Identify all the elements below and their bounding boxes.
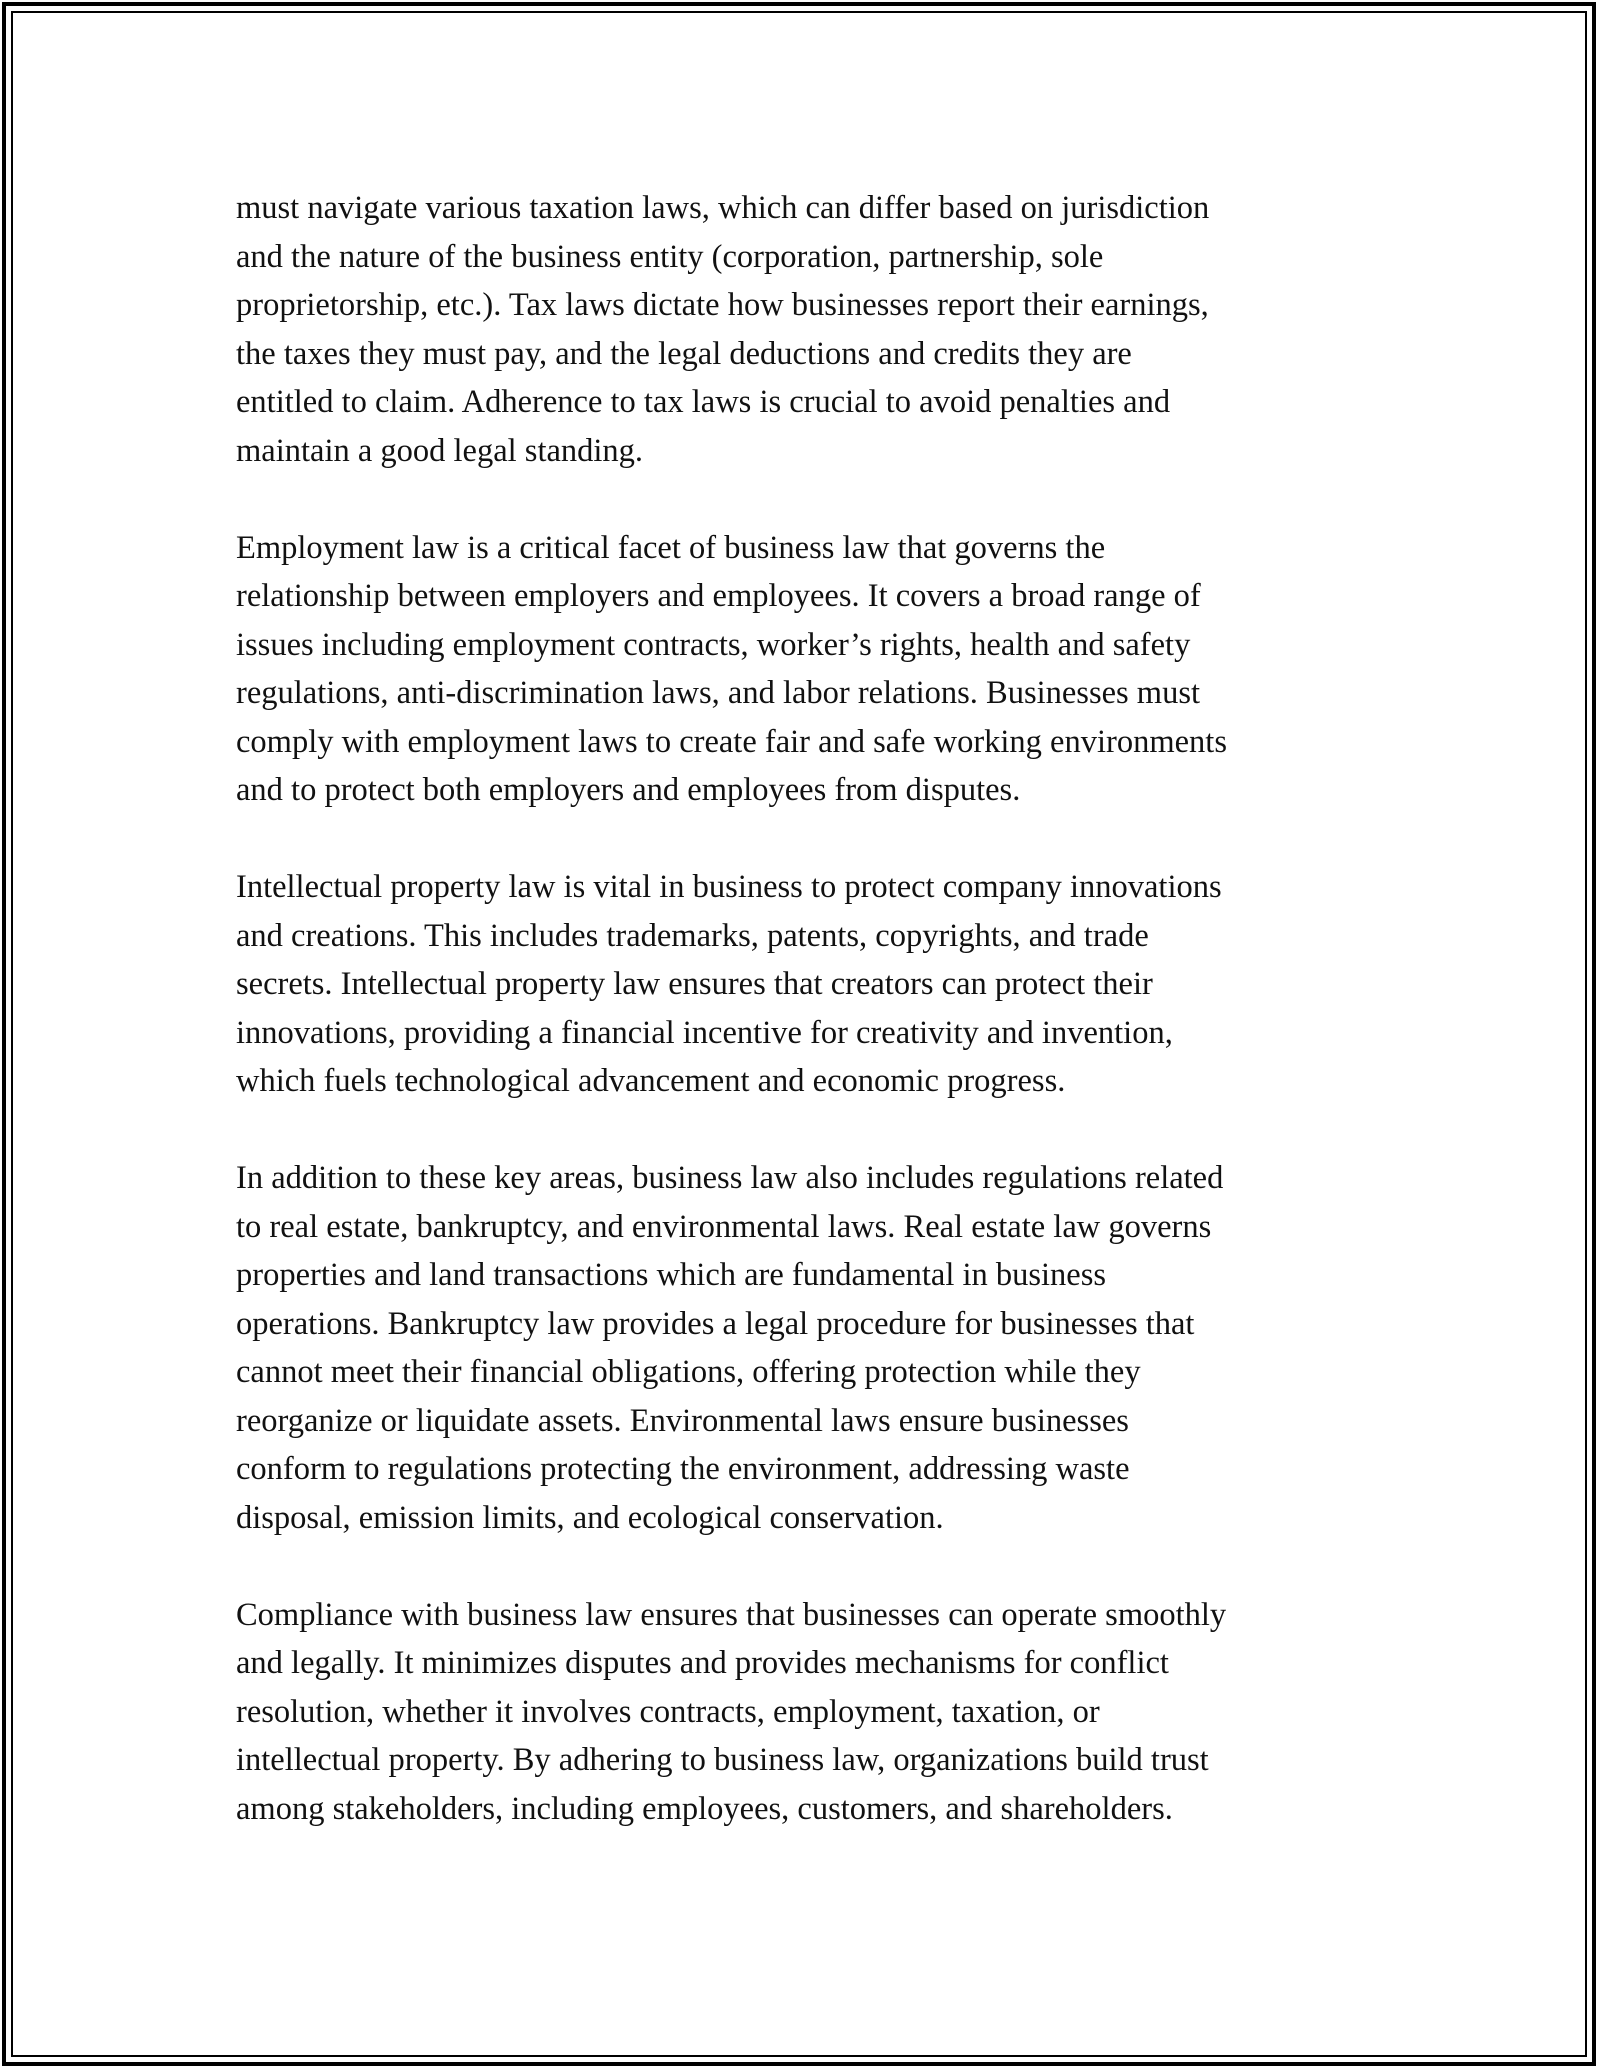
paragraph <box>236 524 1372 815</box>
text-line: must navigate various taxation laws, which can differ based on jurisdiction <box>236 190 1210 226</box>
text-line: the taxes they must pay, and the legal deductions and credits they are <box>236 335 1132 372</box>
text-line: intellectual property. By adhering to business law, organizations build trust <box>236 1742 1209 1778</box>
text-line: which fuels technological advancement and economic progress. <box>236 1063 1066 1099</box>
text-line: regulations, anti-discrimination laws, and labor relations. Businesses must <box>236 675 1201 711</box>
text-line: cannot meet their financial obligations, offering protection while they <box>236 1354 1141 1390</box>
text-line: relationship between employers and employees. It covers a broad range of <box>236 578 1201 614</box>
text-line: maintain a good legal standing. <box>236 432 644 469</box>
text-line: Employment law is a critical facet of business law that governs the <box>236 529 1106 566</box>
paragraph <box>236 1591 1372 1834</box>
text-line: entitled to claim. Adherence to tax laws is crucial to avoid penalties and <box>236 384 1171 420</box>
text-line: disposal, emission limits, and ecological conservation. <box>236 1499 944 1536</box>
text-line: to real estate, bankruptcy, and environmental laws. Real estate law governs <box>236 1208 1212 1245</box>
text-line: comply with employment laws to create fair and safe working environments <box>236 723 1227 760</box>
text-line: and the nature of the business entity (corporation, partnership, sole <box>236 238 1104 275</box>
document-body <box>236 184 1372 1882</box>
text-line: and to protect both employers and employees from disputes. <box>236 772 1021 808</box>
text-line: operations. Bankruptcy law provides a legal procedure for businesses that <box>236 1305 1195 1342</box>
text-line: Intellectual property law is vital in business to protect company innovations <box>236 869 1222 905</box>
paragraph <box>236 184 1372 475</box>
paragraph <box>236 1154 1372 1542</box>
text-line: Compliance with business law ensures that businesses can operate smoothly <box>236 1596 1227 1633</box>
text-line: innovations, providing a financial incentive for creativity and invention, <box>236 1014 1173 1051</box>
text-line: resolution, whether it involves contracts, employment, taxation, or <box>236 1693 1100 1730</box>
text-line: issues including employment contracts, worker’s rights, health and safety <box>236 626 1191 663</box>
text-line: conform to regulations protecting the environment, addressing waste <box>236 1451 1130 1487</box>
text-line: In addition to these key areas, business law also includes regulations related <box>236 1160 1224 1196</box>
text-line: properties and land transactions which are fundamental in business <box>236 1257 1107 1293</box>
text-line: reorganize or liquidate assets. Environmental laws ensure businesses <box>236 1402 1129 1439</box>
paragraph <box>236 863 1372 1106</box>
text-line: and legally. It minimizes disputes and provides mechanisms for conflict <box>236 1645 1169 1681</box>
text-line: proprietorship, etc.). Tax laws dictate how businesses report their earnings, <box>236 287 1209 323</box>
text-line: and creations. This includes trademarks, patents, copyrights, and trade <box>236 917 1149 954</box>
text-line: among stakeholders, including employees, customers, and shareholders. <box>236 1790 1173 1827</box>
text-line: secrets. Intellectual property law ensures that creators can protect their <box>236 966 1153 1002</box>
